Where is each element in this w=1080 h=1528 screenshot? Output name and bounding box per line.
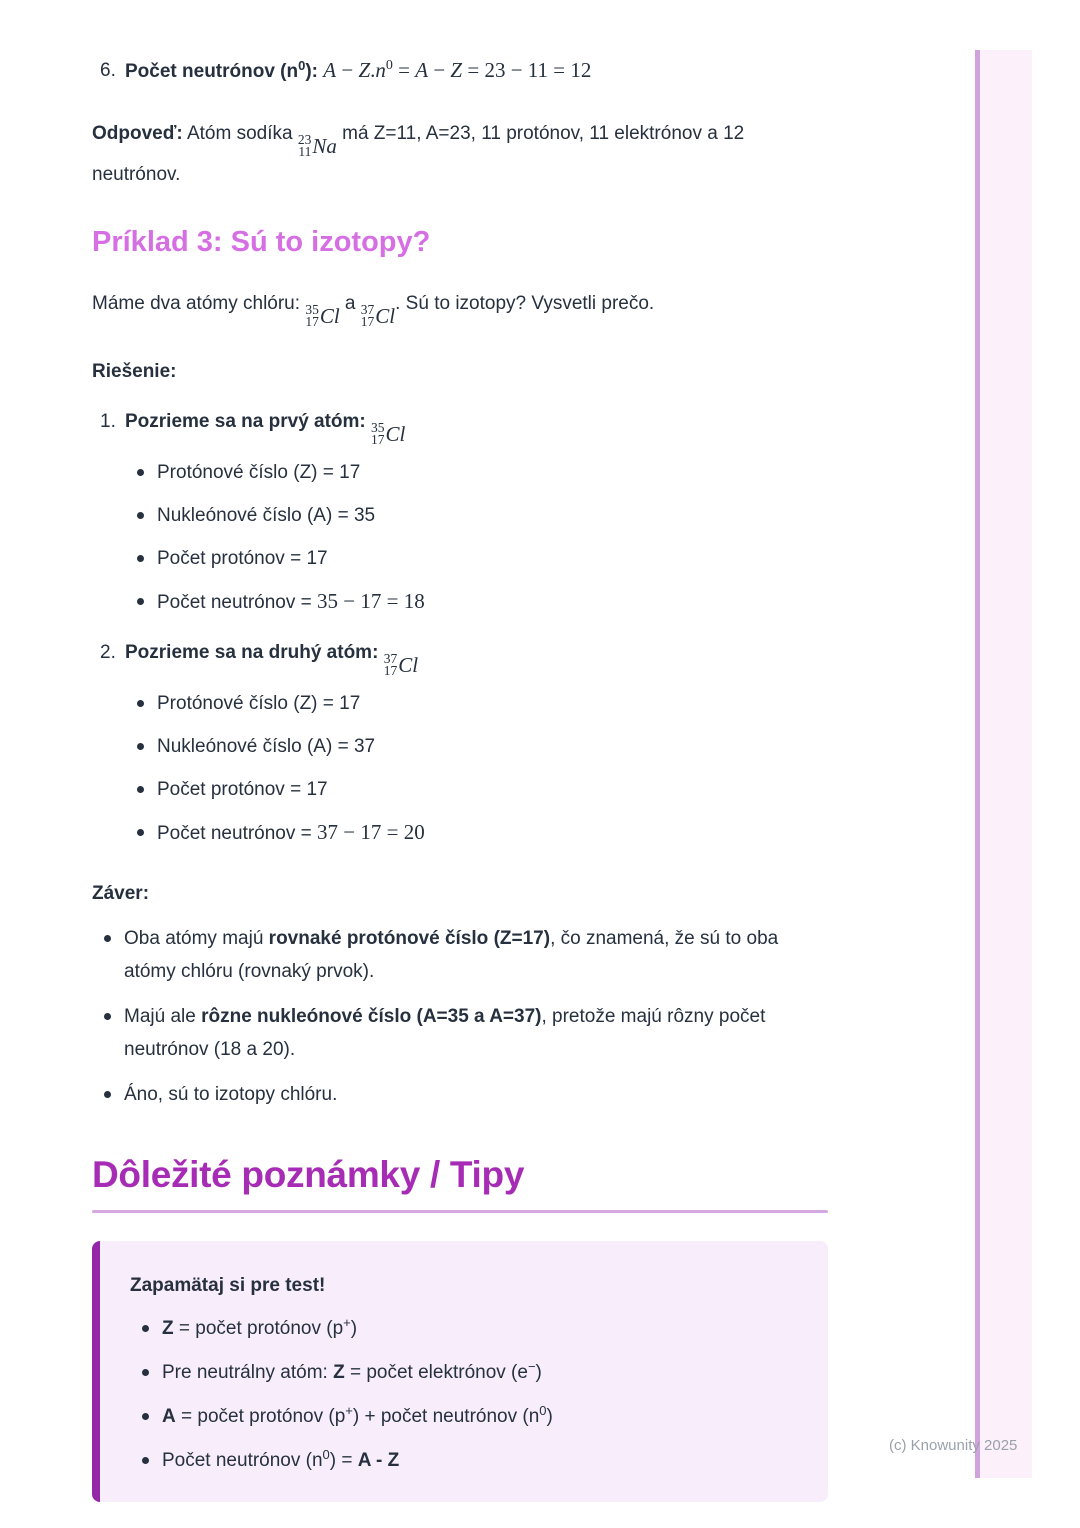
- item-6-text: Počet neutrónov $(n^0)$: $A - Z.n^0 = A - Z = 23 - 11 = 12$: [125, 58, 592, 82]
- list-item: Oba atómy majú rovnaké protónové číslo (Z=17), čo znamená, že sú to oba atómy chlóru (rovnaký prvok).: [92, 922, 828, 988]
- step-2-number: 2.: [100, 642, 116, 663]
- conclusion-bullet-list: [92, 922, 828, 1111]
- footer-text: (c) Knowunity 2025: [889, 1437, 1018, 1454]
- nuclide-notation: 37 17 Cl: [383, 651, 419, 678]
- list-item: Áno, sú to izotopy chlóru.: [92, 1078, 828, 1111]
- step-2-title: Pozrieme sa na druhý atóm: 37 17 Cl: [125, 642, 419, 678]
- list-item: Pre neutrálny atóm: Z = počet elektrónov (e−): [130, 1356, 788, 1390]
- example-3-heading: Príklad 3: Sú to izotopy?: [92, 226, 431, 258]
- step-1-number: 1.: [100, 411, 116, 432]
- list-item: A = počet protónov (p+) + počet neutrónov $(n^0)$: [130, 1400, 788, 1434]
- page-edge-strip: [980, 50, 1032, 1478]
- conclusion-label: Záver:: [92, 883, 150, 904]
- task-paragraph: Máme dva atómy chlóru: 35 17 Cl a 37 17 Cl . Sú to izotopy? Vysvetli prečo.: [92, 293, 655, 329]
- step-2: [92, 636, 828, 677]
- list-item: Počet neutrónov = 37 − 17 = 20: [125, 816, 828, 850]
- step-1-bullet-list: [125, 456, 828, 619]
- list-item: Majú ale rôzne nukleónové číslo (A=35 a A=37), pretože majú rôzny počet neutrónov (18 a 20).: [92, 1000, 828, 1066]
- step-2-bullet-list: [125, 687, 828, 850]
- step-1-title: Pozrieme sa na prvý atóm: 35 17 Cl: [125, 411, 406, 447]
- nuclide-notation: 35 17 Cl: [371, 420, 406, 447]
- list-item: Nukleónové číslo (A) = 37: [125, 730, 828, 763]
- item-6-number: 6.: [100, 60, 116, 81]
- callout-box: [92, 1241, 828, 1502]
- list-item: Počet neutrónov $(n^0) = A - Z$: [130, 1444, 788, 1478]
- solution-steps: [92, 405, 828, 850]
- numbered-item-6: [92, 54, 828, 90]
- list-item: Nukleónové číslo (A) = 35: [125, 499, 828, 532]
- list-item: Protónové číslo (Z) = 17: [125, 687, 828, 720]
- list-item: Protónové číslo (Z) = 17: [125, 456, 828, 489]
- callout-bullet-list: [130, 1312, 788, 1478]
- callout-title: Zapamätaj si pre test!: [130, 1275, 326, 1296]
- step-1: [92, 405, 828, 446]
- heading-rule: [92, 1210, 828, 1213]
- list-item: Z = počet protónov (p+): [130, 1312, 788, 1346]
- solution-label: Riešenie:: [92, 361, 177, 382]
- document-content: [92, 54, 828, 1502]
- list-item: Počet neutrónov = 35 − 17 = 18: [125, 585, 828, 619]
- tips-heading: Dôležité poznámky / Tipy: [92, 1154, 525, 1195]
- nuclide-notation: 35 17 Cl: [305, 302, 340, 329]
- nuclide-notation: 23 11 Na: [297, 132, 337, 159]
- nuclide-notation: 37 17 Cl: [360, 302, 396, 329]
- list-item: Počet protónov = 17: [125, 773, 828, 806]
- answer-paragraph: Odpoveď: Atóm sodíka 23 11 Na má Z=11, A=23, 11 protónov, 11 elektrónov a 12 neutrónov.: [92, 123, 745, 185]
- list-item: Počet protónov = 17: [125, 542, 828, 575]
